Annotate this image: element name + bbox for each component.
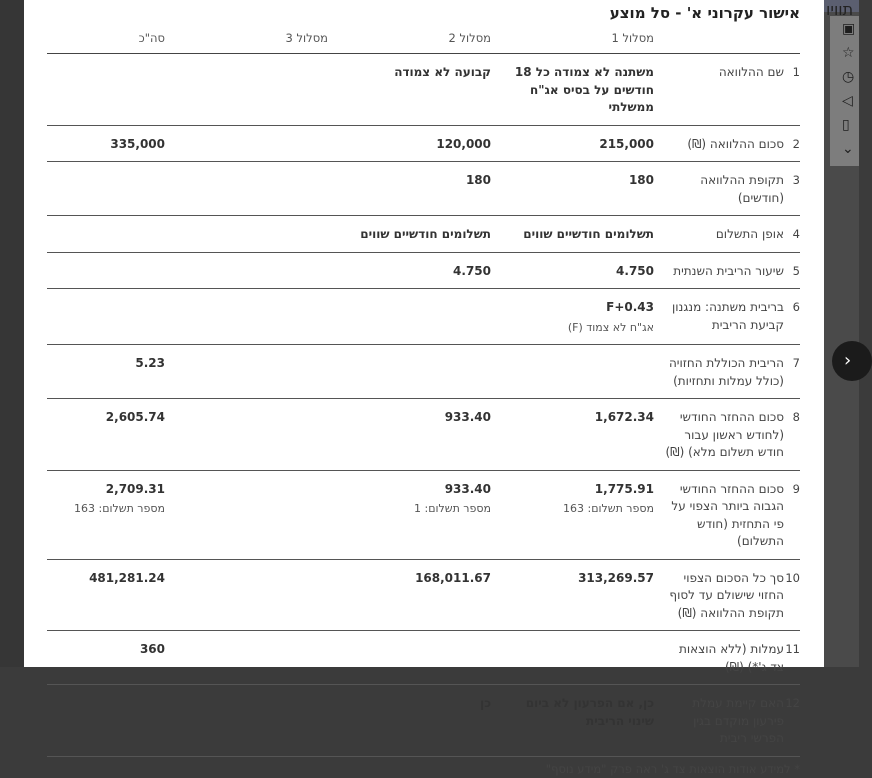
total-value-text: 335,000: [110, 137, 165, 151]
total-value: [47, 470, 165, 559]
row-label: [654, 559, 784, 631]
total-value: [47, 162, 165, 216]
track-2-value: [328, 470, 491, 559]
track-3-value: [165, 125, 328, 162]
row-number: [784, 289, 800, 345]
total-value: [47, 685, 165, 757]
clock-icon[interactable]: ◷: [842, 70, 856, 84]
track-2-value: [328, 125, 491, 162]
row-number-text: 5: [793, 264, 800, 278]
track-1-value-text: 1,672.34: [595, 410, 654, 424]
track-2-value-text: 933.40: [445, 482, 491, 496]
track-1-value-text: 1,775.91: [595, 482, 654, 496]
track-2-value-text: כן: [480, 696, 491, 710]
row-label: [654, 345, 784, 399]
row-label: [654, 54, 784, 126]
row-number-text: 2: [793, 137, 800, 151]
table-row: [47, 559, 800, 631]
background-side-text: תוויו: [826, 0, 853, 19]
star-icon[interactable]: ☆: [842, 46, 856, 60]
loan-table: [47, 28, 800, 778]
row-label-text: שם ההלוואה: [719, 65, 784, 79]
table-body: [47, 54, 800, 778]
track-2-value-text: 168,011.67: [415, 571, 491, 585]
track-1-value: [491, 631, 654, 685]
track-2-value-text: 180: [466, 173, 491, 187]
track-3-value: [165, 345, 328, 399]
table-row: [47, 125, 800, 162]
row-label-text: האם קיימת עמלת פירעון מוקדם בגין הפרשי ריבית: [692, 696, 784, 745]
row-number: [784, 470, 800, 559]
row-number-text: 10: [785, 571, 800, 585]
track-1-value-text: 313,269.57: [578, 571, 654, 585]
total-value-text: 2,605.74: [106, 410, 165, 424]
header-label: [654, 28, 784, 54]
row-label-text: סכום ההחזר החודשי (לחודש ראשון עבור חודש תשלום מלא) (₪): [666, 410, 785, 459]
row-label: [654, 252, 784, 289]
track-1-value: [491, 125, 654, 162]
row-label-text: סך כל הסכום הצפוי החזוי שישולם עד לסוף תקופת ההלוואה (₪): [669, 571, 784, 620]
row-number-text: 11: [785, 642, 800, 656]
track-1-value: [491, 399, 654, 471]
track-2-value: [328, 162, 491, 216]
track-2-value: [328, 345, 491, 399]
track-2-value-text: 933.40: [445, 410, 491, 424]
table-row: [47, 399, 800, 471]
track-3-value: [165, 559, 328, 631]
row-label-text: אופן התשלום: [716, 227, 784, 241]
track-1-value-text: משתנה לא צמודה כל 18 חודשים על בסיס אג"ח ממשלתי: [515, 65, 654, 114]
track-1-value: [491, 470, 654, 559]
track-2-value-subtext: מספר תשלום: 1: [338, 500, 491, 518]
chevron-down-icon[interactable]: ⌄: [842, 142, 856, 156]
background-page: [824, 0, 859, 667]
row-number: [784, 399, 800, 471]
row-label-text: שיעור הריבית השנתית: [673, 264, 784, 278]
track-1-value-text: 215,000: [599, 137, 654, 151]
total-value: [47, 559, 165, 631]
table-row: [47, 345, 800, 399]
track-1-value: [491, 162, 654, 216]
row-number-text: 9: [793, 482, 800, 496]
track-1-value: [491, 54, 654, 126]
track-2-value: [328, 54, 491, 126]
row-label-text: סכום ההלוואה (₪): [687, 137, 784, 151]
total-value: [47, 216, 165, 253]
track-3-value: [165, 631, 328, 685]
row-number: [784, 125, 800, 162]
table-row: [47, 162, 800, 216]
track-3-value: [165, 289, 328, 345]
approval-modal: [24, 0, 824, 667]
row-number: [784, 559, 800, 631]
total-value-text: 2,709.31: [106, 482, 165, 496]
row-label: [654, 216, 784, 253]
footnote-row: [47, 756, 800, 778]
track-1-value: [491, 252, 654, 289]
page-title: אישור עקרוני א' - סל מוצע: [610, 4, 800, 22]
row-number-text: 4: [793, 227, 800, 241]
document-icon[interactable]: ▯: [842, 118, 856, 132]
table-row: [47, 470, 800, 559]
track-2-value-text: 4.750: [453, 264, 491, 278]
track-3-value: [165, 216, 328, 253]
header-total: סה"כ: [47, 28, 165, 54]
table-row: [47, 54, 800, 126]
row-label: [654, 399, 784, 471]
track-2-value: [328, 559, 491, 631]
row-number-text: 6: [793, 300, 800, 314]
track-1-value: [491, 345, 654, 399]
track-2-value: [328, 216, 491, 253]
row-label-text: עמלות (ללא הוצאות צד ג'*) (₪): [679, 642, 784, 674]
table-header-row: [47, 28, 800, 54]
table-row: [47, 216, 800, 253]
track-2-value: [328, 252, 491, 289]
total-value: [47, 399, 165, 471]
chevron-right-icon: ›: [844, 350, 851, 371]
total-value-text: 5.23: [135, 356, 165, 370]
table-row: [47, 631, 800, 685]
row-label-text: הריבית הכוללת החזויה (כולל עמלות ותחזיות): [669, 356, 784, 388]
track-3-value: [165, 252, 328, 289]
total-value: [47, 289, 165, 345]
row-label: [654, 125, 784, 162]
next-button[interactable]: [832, 341, 872, 381]
header-track-3: מסלול 3: [165, 28, 328, 54]
row-label-text: תקופת ההלוואה (חודשים): [700, 173, 784, 205]
row-number: [784, 162, 800, 216]
row-label: [654, 685, 784, 757]
row-number-text: 1: [793, 65, 800, 79]
row-number-text: 3: [793, 173, 800, 187]
header-track-2: מסלול 2: [328, 28, 491, 54]
track-1-value: [491, 289, 654, 345]
row-number: [784, 631, 800, 685]
row-label-text: סכום ההחזר החודשי הגבוה ביותר הצפוי על פי התחזית (חודש התשלום): [671, 482, 784, 549]
track-1-value-text: 4.750: [616, 264, 654, 278]
track-3-value: [165, 685, 328, 757]
track-1-value-subtext: אג"ח לא צמוד (F): [501, 319, 654, 337]
track-1-value-text: F+0.43: [606, 300, 654, 314]
total-value: [47, 252, 165, 289]
table-row: [47, 289, 800, 345]
row-label: [654, 162, 784, 216]
total-value: [47, 345, 165, 399]
track-1-value-text: כן, אם הפרעון לא ביום שינוי הריבית: [526, 696, 654, 728]
send-icon[interactable]: ◁: [842, 94, 856, 108]
track-3-value: [165, 399, 328, 471]
row-number-text: 7: [793, 356, 800, 370]
footnote: * למידע אודות הוצאות צד ג' ראה פרק "מידע נוסף": [47, 756, 800, 778]
total-value-subtext: מספר תשלום: 163: [57, 500, 165, 518]
track-2-value: [328, 399, 491, 471]
track-2-value-text: תשלומים חודשיים שווים: [360, 227, 491, 241]
track-1-value: [491, 559, 654, 631]
track-1-value: [491, 216, 654, 253]
track-2-value: [328, 289, 491, 345]
total-value: [47, 54, 165, 126]
row-number-text: 12: [785, 696, 800, 710]
row-label: [654, 470, 784, 559]
background-left-strip: [0, 0, 24, 667]
track-2-value: [328, 631, 491, 685]
row-label: [654, 631, 784, 685]
row-number: [784, 345, 800, 399]
total-value-text: 360: [140, 642, 165, 656]
track-2-value-text: קבועה לא צמודה: [394, 65, 491, 79]
total-value: [47, 125, 165, 162]
inbox-icon[interactable]: ▣: [842, 22, 856, 36]
track-3-value: [165, 54, 328, 126]
header-num: [784, 28, 800, 54]
track-1-value-text: תשלומים חודשיים שווים: [523, 227, 654, 241]
track-3-value: [165, 470, 328, 559]
row-number: [784, 216, 800, 253]
row-number-text: 8: [793, 410, 800, 424]
total-value: [47, 631, 165, 685]
track-1-value: [491, 685, 654, 757]
row-number: [784, 252, 800, 289]
track-3-value: [165, 162, 328, 216]
row-label: [654, 289, 784, 345]
total-value-text: 481,281.24: [89, 571, 165, 585]
header-track-1: מסלול 1: [491, 28, 654, 54]
row-number: [784, 54, 800, 126]
row-label-text: בריבית משתנה: מנגנון קביעת הריבית: [672, 300, 784, 332]
row-number: [784, 685, 800, 757]
track-2-value: [328, 685, 491, 757]
table-row: [47, 685, 800, 757]
track-1-value-text: 180: [629, 173, 654, 187]
table-row: [47, 252, 800, 289]
track-2-value-text: 120,000: [436, 137, 491, 151]
track-1-value-subtext: מספר תשלום: 163: [501, 500, 654, 518]
